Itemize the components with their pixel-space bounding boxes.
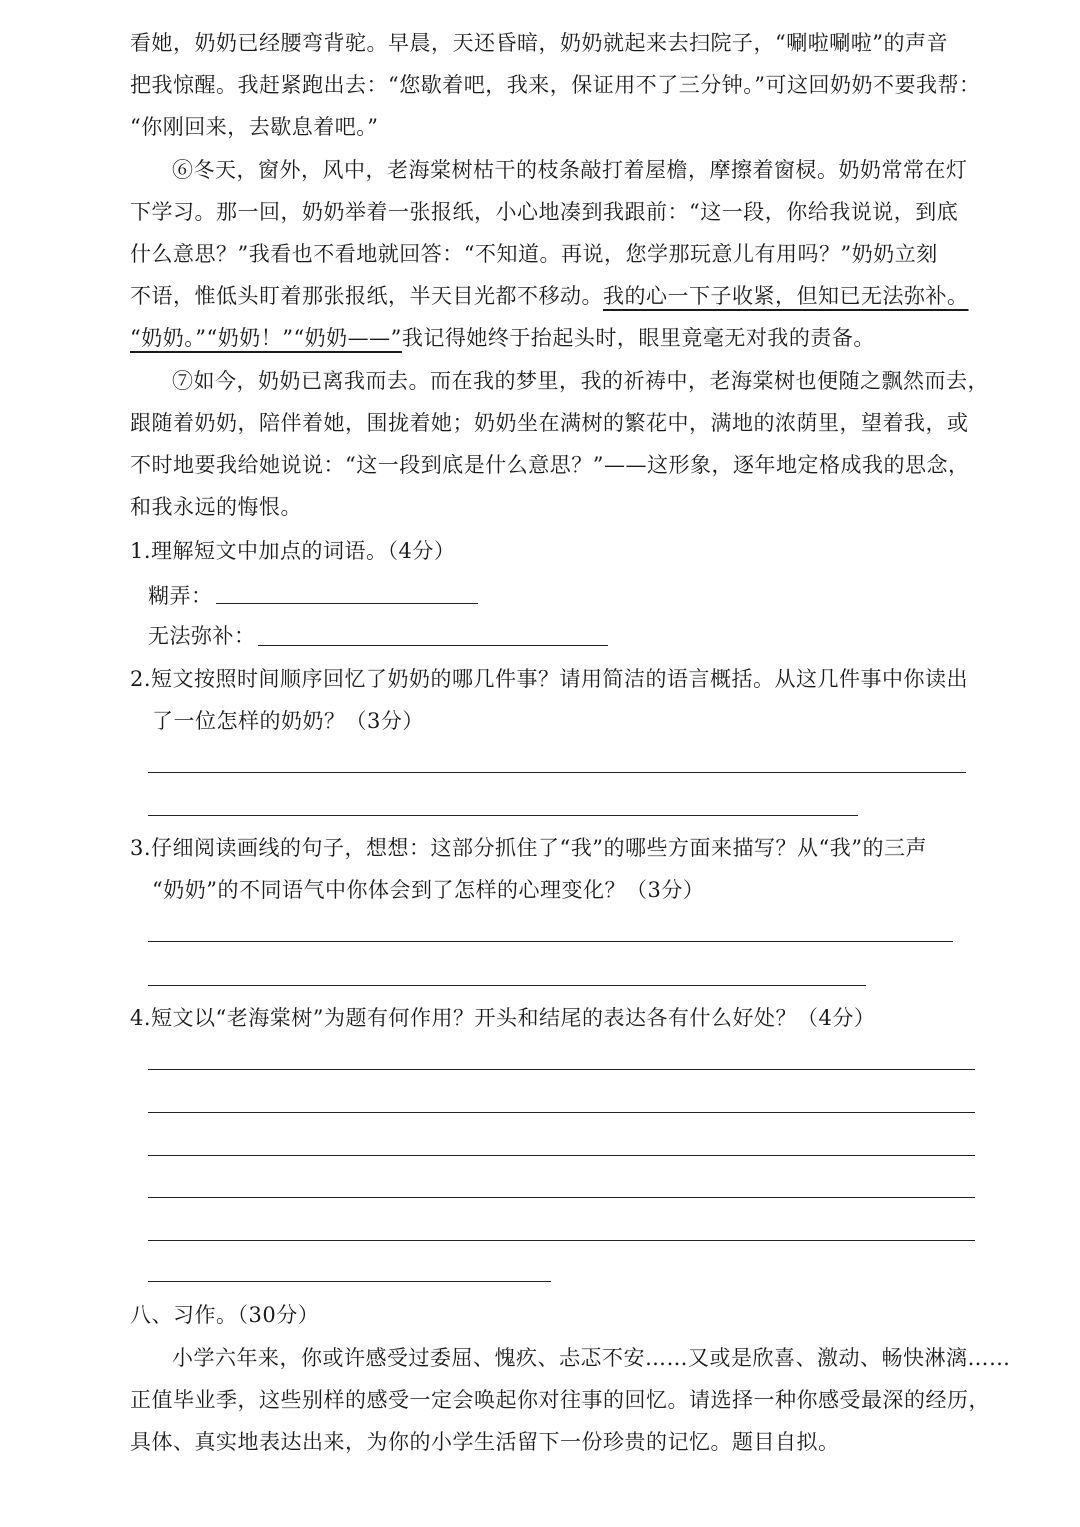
passage-line: 把我惊醒。我赶紧跑出去：“您歇着吧，我来，保证用不了三分钟。”可这回奶奶不要我帮：: [130, 73, 981, 97]
answer-line[interactable]: [148, 985, 866, 986]
composition-prompt-line: 具体、真实地表达出来，为你的小学生活留下一份珍贵的记忆。题目自拟。: [130, 1430, 840, 1454]
plain-text: 不语，惟低头盯着那张报纸，半天目光都不移动。: [130, 284, 603, 308]
question-3: 3.仔细阅读画线的句子，想想：这部分抓住了“我”的哪些方面来描写？从“我”的三声: [130, 836, 927, 860]
question-3: “奶奶”的不同语气中你体会到了怎样的心理变化？（3分）: [152, 878, 705, 902]
composition-prompt-line: 正值毕业季，这些别样的感受一定会唤起你对往事的回忆。请选择一种你感受最深的经历，: [130, 1388, 990, 1412]
answer-line[interactable]: [148, 1281, 551, 1282]
paragraph-6-line: [130, 281, 969, 311]
answer-line[interactable]: [148, 1197, 975, 1198]
passage-line: “你刚回来，去歇息着吧。”: [130, 115, 379, 139]
paragraph-7-line: 和我永远的悔恨。: [130, 495, 302, 519]
question-4: 4.短文以“老海棠树”为题有何作用？开头和结尾的表达各有什么好处？（4分）: [130, 1006, 876, 1030]
paragraph-7-line: 跟随着奶奶，陪伴着她，围拢着她；奶奶坐在满树的繁花中，满地的浓荫里，望着我，或: [130, 411, 969, 435]
paragraph-6-line: [130, 323, 875, 353]
paragraph-6-line: 下学习。那一回，奶奶举着一张报纸，小心地凑到我跟前：“这一段，你给我说说，到底: [130, 200, 959, 224]
paragraph-6-line: ⑥冬天，窗外，风中，老海棠树枯干的枝条敲打着屋檐，摩擦着窗棂。奶奶常常在灯: [172, 158, 968, 182]
paragraph-6-line: 什么意思？”我看也不看地就回答：“不知道。再说，您学那玩意儿有用吗？”奶奶立刻: [130, 242, 938, 266]
question-1: 1.理解短文中加点的词语。（4分）: [130, 539, 456, 563]
answer-line-term2[interactable]: [258, 645, 608, 646]
paragraph-7-line: ⑦如今，奶奶已离我而去。而在我的梦里，我的祈祷中，老海棠树也便随之飘然而去，: [172, 369, 989, 393]
answer-line[interactable]: [148, 815, 858, 816]
composition-heading: 八、习作。（30分）: [130, 1303, 320, 1327]
composition-prompt-line: 小学六年来，你或许感受过委屈、愧疚、忐忑不安……又或是欣喜、激动、畅快淋漓……: [172, 1346, 1011, 1370]
question-1-term: 无法弥补：: [148, 624, 256, 648]
underlined-sentence: “奶奶。”“奶奶！”“奶奶——”: [130, 326, 402, 350]
question-1-term: 糊弄：: [148, 584, 213, 608]
question-2: 2.短文按照时间顺序回忆了奶奶的哪几件事？请用简洁的语言概括。从这几件事中你读出: [130, 667, 969, 691]
passage-line: 看她，奶奶已经腰弯背驼。早晨，天还昏暗，奶奶就起来去扫院子，“唰啦唰啦”的声音: [130, 31, 948, 55]
paragraph-7-line: 不时地要我给她说说：“这一段到底是什么意思？”——这形象，逐年地定格成我的思念，: [130, 453, 970, 477]
answer-line[interactable]: [148, 1240, 975, 1241]
answer-line[interactable]: [148, 941, 953, 942]
answer-line[interactable]: [148, 1155, 975, 1156]
answer-line-term1[interactable]: [216, 603, 478, 604]
question-2: 了一位怎样的奶奶？（3分）: [152, 709, 424, 733]
plain-text: 我记得她终于抬起头时，眼里竟毫无对我的责备。: [401, 326, 875, 350]
answer-line[interactable]: [148, 1112, 975, 1113]
answer-line[interactable]: [148, 772, 966, 773]
underlined-sentence: 我的心一下子收紧，但知已无法弥补。: [603, 284, 969, 308]
answer-line[interactable]: [148, 1069, 975, 1070]
